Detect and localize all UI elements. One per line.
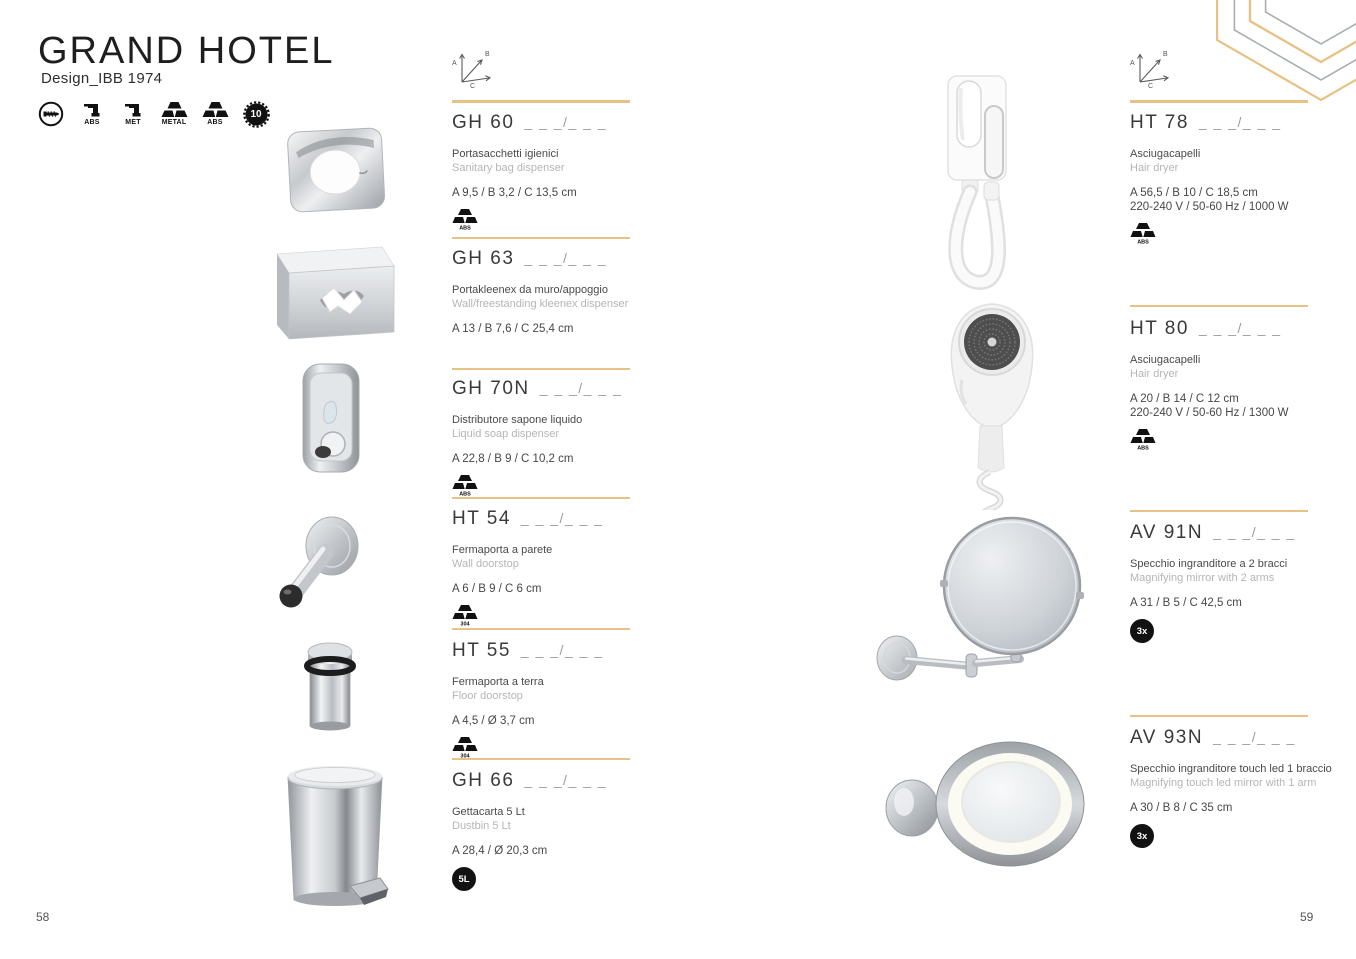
product-spec-ht80: [1130, 318, 1310, 451]
svg-text:304: 304: [460, 621, 470, 627]
product-spec-av93n: [1130, 727, 1332, 848]
product-name-en: Liquid soap dispenser: [452, 428, 560, 440]
magnification-3x-badge: 3x: [1130, 824, 1154, 848]
separator: [1130, 510, 1308, 512]
page-subtitle: Design_IBB 1974: [41, 70, 163, 87]
svg-text:A: A: [452, 60, 457, 67]
material-304-icon: [452, 604, 478, 627]
svg-text:ABS: ABS: [1137, 445, 1149, 451]
page-title: GRAND HOTEL: [38, 30, 335, 72]
magnifying-led-mirror-photo: [876, 738, 1090, 876]
product-name-it: Portasacchetti igienici: [452, 148, 559, 160]
code-placeholder: _ _ _/_ _ _: [520, 642, 604, 658]
code-placeholder: _ _ _/_ _ _: [539, 380, 623, 396]
code-placeholder: _ _ _/_ _ _: [524, 250, 608, 266]
code-placeholder: _ _ _/_ _ _: [1198, 114, 1282, 130]
svg-text:ABS: ABS: [459, 225, 471, 231]
wall-doorstop-photo: [266, 510, 374, 612]
product-name-en: Dustbin 5 Lt: [452, 820, 511, 832]
page-number-left: 58: [36, 910, 50, 924]
magnifying-mirror-2-arms-photo: [870, 510, 1090, 708]
product-code: GH 70N: [452, 378, 530, 399]
separator: [1130, 100, 1308, 103]
separator: [1130, 715, 1308, 717]
page-number-right: 59: [1300, 910, 1314, 924]
material-abs-icon: [452, 474, 478, 497]
material-abs-icon: [452, 208, 478, 231]
product-dimensions: A 22,8 / B 9 / C 10,2 cm: [452, 453, 574, 465]
code-placeholder: _ _ _/_ _ _: [1213, 524, 1296, 540]
dustbin-photo: [282, 758, 392, 916]
product-spec-gh70n: [452, 378, 630, 497]
separator: [452, 368, 630, 370]
kleenex-dispenser-photo: [260, 238, 402, 348]
screw-icon: [36, 101, 66, 128]
svg-text:ABS: ABS: [459, 491, 471, 497]
svg-text:C: C: [470, 83, 476, 88]
warranty-10-icon: 10: [241, 101, 271, 128]
product-name-en: Magnifying mirror with 2 arms: [1130, 572, 1275, 584]
product-electrical: 220-240 V / 50-60 Hz / 1000 W: [1130, 201, 1289, 213]
metal-ingots-icon: METAL: [159, 101, 189, 126]
product-code: GH 63: [452, 248, 515, 269]
code-placeholder: _ _ _/_ _ _: [524, 772, 608, 788]
svg-text:B: B: [485, 51, 490, 58]
abs-hook-icon: ABS: [77, 101, 107, 126]
product-name-en: Wall doorstop: [452, 558, 519, 570]
separator: [1130, 305, 1308, 307]
product-name-en: Hair dryer: [1130, 368, 1179, 380]
product-name-it: Portakleenex da muro/appoggio: [452, 284, 608, 296]
svg-text:ABS: ABS: [1137, 239, 1149, 245]
code-placeholder: _ _ _/_ _ _: [520, 510, 604, 526]
svg-text:C: C: [1148, 83, 1154, 88]
product-spec-gh60: [452, 112, 630, 231]
product-spec-ht78: [1130, 112, 1310, 245]
code-placeholder: _ _ _/_ _ _: [524, 114, 608, 130]
product-name-en: Floor doorstop: [452, 690, 523, 702]
product-name-it: Fermaporta a terra: [452, 676, 544, 688]
product-dimensions: A 6 / B 9 / C 6 cm: [452, 583, 542, 595]
product-spec-ht55: [452, 640, 630, 759]
product-dimensions: A 13 / B 7,6 / C 25,4 cm: [452, 323, 574, 335]
product-spec-ht54: [452, 508, 630, 627]
product-dimensions: A 9,5 / B 3,2 / C 13,5 cm: [452, 187, 577, 199]
separator: [452, 497, 630, 499]
soap-dispenser-photo: [296, 360, 366, 482]
separator: [452, 628, 630, 630]
material-304-icon: [452, 736, 478, 759]
product-name-en: Sanitary bag dispenser: [452, 162, 565, 174]
product-code: HT 54: [452, 508, 511, 529]
product-name-it: Asciugacapelli: [1130, 354, 1201, 366]
sanitary-bag-dispenser-photo: [281, 120, 391, 216]
svg-text:B: B: [1163, 51, 1168, 58]
separator: [452, 100, 630, 103]
dimension-axis-icon-right: [1128, 46, 1174, 88]
product-name-it: Gettacarta 5 Lt: [452, 806, 525, 818]
product-name-it: Asciugacapelli: [1130, 148, 1201, 160]
product-code: HT 80: [1130, 318, 1189, 339]
material-abs-icon: [1130, 428, 1156, 451]
certification-icons: [36, 101, 271, 128]
code-placeholder: _ _ _/_ _ _: [1213, 729, 1296, 745]
separator: [452, 237, 630, 239]
product-name-en: Magnifying touch led mirror with 1 arm: [1130, 777, 1317, 789]
hair-dryer-hose-photo: [936, 70, 1020, 308]
magnification-3x-badge: 3x: [1130, 619, 1154, 643]
product-code: AV 91N: [1130, 522, 1204, 543]
code-placeholder: _ _ _/_ _ _: [1198, 320, 1282, 336]
product-name-en: Hair dryer: [1130, 162, 1179, 174]
product-spec-gh63: [452, 248, 630, 335]
product-dimensions: A 30 / B 8 / C 35 cm: [1130, 802, 1233, 814]
product-name-it: Specchio ingranditore a 2 bracci: [1130, 558, 1288, 570]
product-code: HT 55: [452, 640, 511, 661]
product-spec-gh66: [452, 770, 630, 891]
svg-text:A: A: [1130, 60, 1135, 67]
met-hook-icon: MET: [118, 101, 148, 126]
product-spec-av91n: [1130, 522, 1310, 643]
capacity-5l-badge: 5L: [452, 867, 476, 891]
product-dimensions: A 4,5 / Ø 3,7 cm: [452, 715, 535, 727]
product-electrical: 220-240 V / 50-60 Hz / 1300 W: [1130, 407, 1289, 419]
dimension-axis-icon-left: [450, 46, 496, 88]
product-code: GH 66: [452, 770, 515, 791]
product-dimensions: A 56,5 / B 10 / C 18,5 cm: [1130, 187, 1258, 199]
product-dimensions: A 20 / B 14 / C 12 cm: [1130, 393, 1239, 405]
svg-text:304: 304: [460, 753, 470, 759]
hair-dryer-wall-photo: [942, 300, 1042, 510]
product-dimensions: A 31 / B 5 / C 42,5 cm: [1130, 597, 1242, 609]
product-dimensions: A 28,4 / Ø 20,3 cm: [452, 845, 548, 857]
product-name-it: Fermaporta a parete: [452, 544, 553, 556]
floor-doorstop-photo: [298, 632, 362, 742]
material-abs-icon: [1130, 222, 1156, 245]
product-name-it: Specchio ingranditore touch led 1 braccio: [1130, 763, 1332, 775]
product-code: GH 60: [452, 112, 515, 133]
product-code: HT 78: [1130, 112, 1189, 133]
product-code: AV 93N: [1130, 727, 1204, 748]
product-name-it: Distributore sapone liquido: [452, 414, 583, 426]
product-name-en: Wall/freestanding kleenex dispenser: [452, 298, 629, 310]
abs-ingots-icon: ABS: [200, 101, 230, 126]
